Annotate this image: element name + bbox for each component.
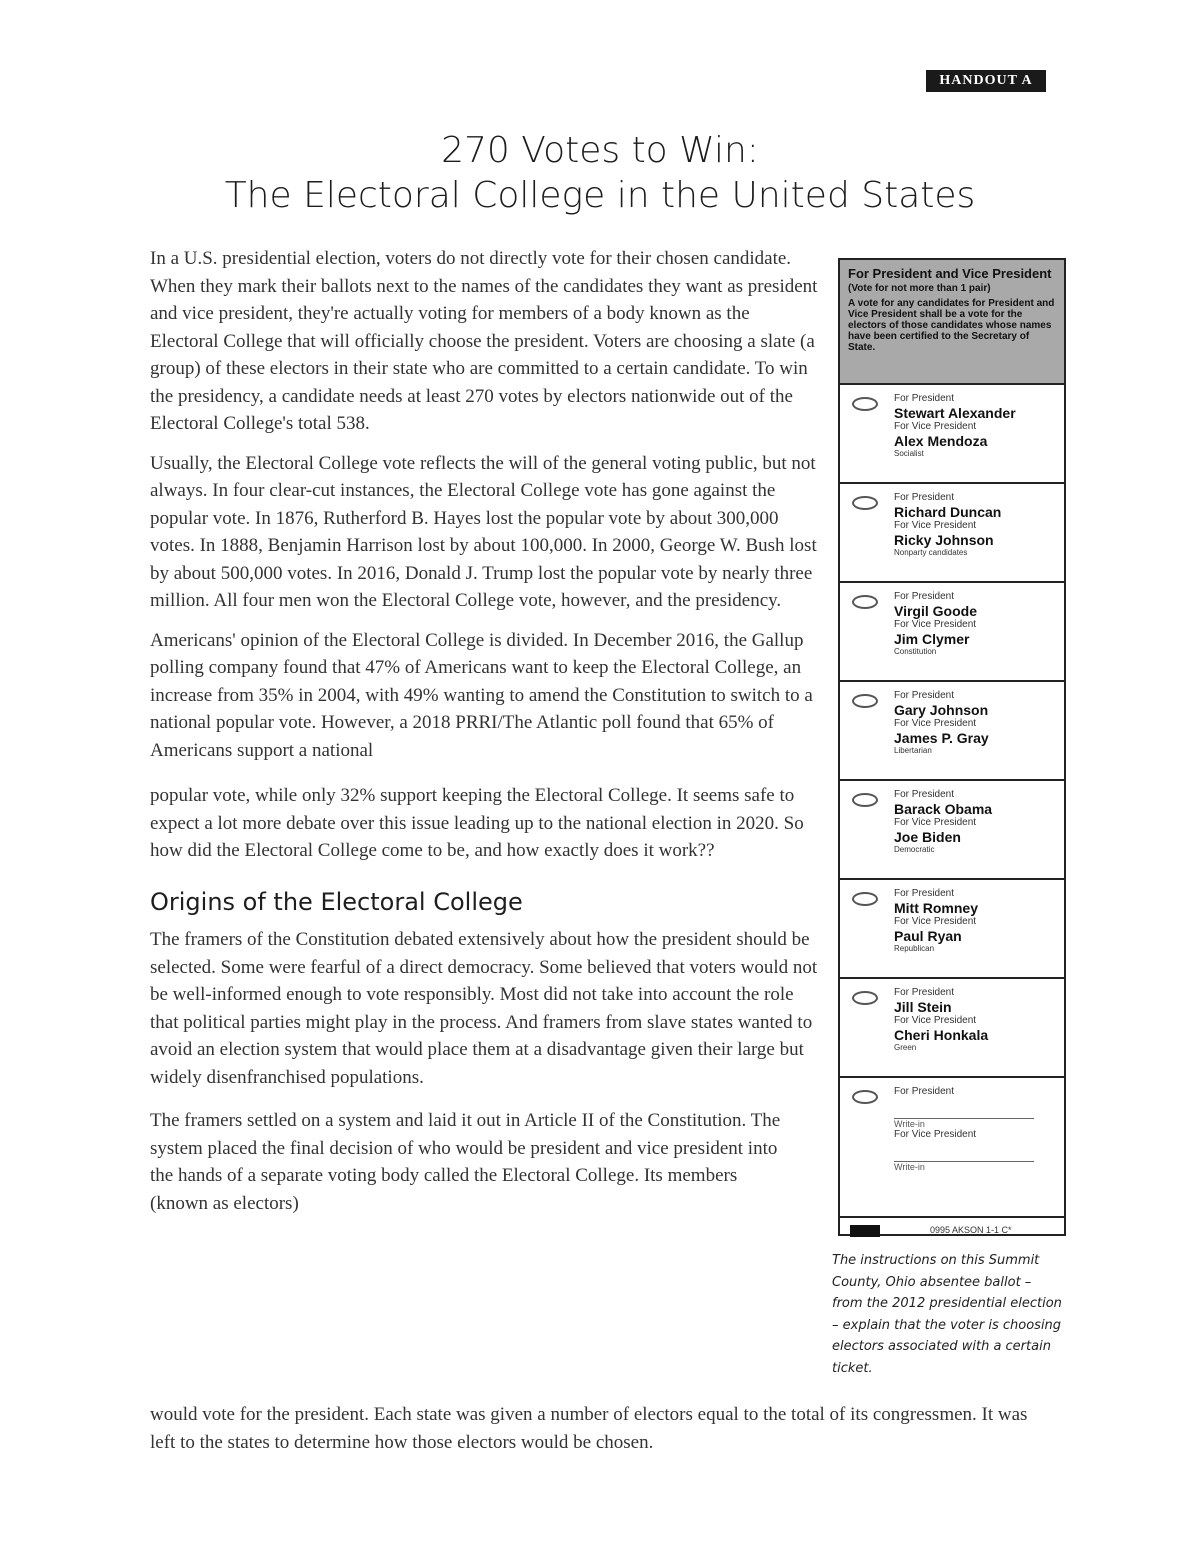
paragraph-1: In a U.S. presidential election, voters do not directly vote for their chosen candidate. When they mark their ballots next to the names of the candidates they want as president and vice president, they're actually voting for members of a body known as the Electoral College that will officially choose the president. Voters are choosing a slate (a group) of these electors in their state who are committed to a certain candidate. To win the presidency, a candidate needs at least 270 votes by electors nationwide out of the Electoral College's total 538. bbox=[150, 248, 818, 434]
origins-paragraph-2: The framers settled on a system and laid it out in Article II of the Constitution. The system placed the final decision of who would be president and vice president into the hands of a separate voting body called the Electoral College. Its members (known as electors) bbox=[150, 1110, 781, 1214]
party-name: Green bbox=[894, 1043, 917, 1052]
main-text bbox=[150, 245, 822, 1229]
write-in-line bbox=[894, 1102, 1034, 1119]
ballot-code: 0995 AKSON 1-1 C* bbox=[930, 1225, 1012, 1235]
president-name: Richard Duncan bbox=[894, 504, 1002, 520]
vice-president-name: Alex Mendoza bbox=[894, 433, 988, 449]
vote-oval bbox=[852, 397, 878, 411]
vice-president-name: Joe Biden bbox=[894, 829, 961, 845]
write-in-president-label: For President bbox=[894, 1086, 955, 1097]
ballot-header-limit: (Vote for not more than 1 pair) bbox=[848, 283, 991, 294]
president-name: Mitt Romney bbox=[894, 900, 978, 916]
candidate-list bbox=[840, 385, 1064, 1078]
vote-oval bbox=[852, 496, 878, 510]
candidate-entry bbox=[840, 583, 1064, 682]
president-label: For President bbox=[894, 492, 955, 503]
candidate-entry bbox=[840, 781, 1064, 880]
vice-president-label: For Vice President bbox=[894, 916, 977, 927]
write-in-label: Write-in bbox=[894, 1162, 925, 1172]
vice-president-name: Paul Ryan bbox=[894, 928, 962, 944]
section-heading: Origins of the Electoral College bbox=[150, 887, 523, 916]
vice-president-name: James P. Gray bbox=[894, 730, 989, 746]
vice-president-label: For Vice President bbox=[894, 718, 977, 729]
candidate-entry bbox=[840, 979, 1064, 1078]
president-name: Virgil Goode bbox=[894, 603, 977, 619]
timing-mark bbox=[850, 1225, 880, 1237]
candidate-entry bbox=[840, 484, 1064, 583]
write-in-line bbox=[894, 1145, 1034, 1162]
origins-paragraph-1: The framers of the Constitution debated extensively about how the president should be selected. Some were fearful of a direct democracy. Some believed that voters would not be well-informed enough to vote responsibly. Most did not take into account the role that political parties might play in the process. And framers from slave states wanted to avoid an election system that would place them at a disadvantage given their large but widely disenfranchised populations. bbox=[150, 929, 818, 1088]
president-label: For President bbox=[894, 393, 955, 404]
president-name: Stewart Alexander bbox=[894, 405, 1016, 421]
handout-badge: HANDOUT A bbox=[926, 70, 1046, 92]
vice-president-label: For Vice President bbox=[894, 817, 977, 828]
vice-president-label: For Vice President bbox=[894, 619, 977, 630]
paragraph-4: popular vote, while only 32% support keeping the Electoral College. It seems safe to expect a lot more debate over this issue leading up to the national election in 2020. So how did the Electoral College come to be, and how exactly does it work?? bbox=[150, 785, 804, 861]
president-name: Barack Obama bbox=[894, 801, 993, 817]
ballot-image bbox=[838, 258, 1066, 1236]
president-label: For President bbox=[894, 591, 955, 602]
party-name: Republican bbox=[894, 944, 935, 953]
vote-oval bbox=[852, 595, 878, 609]
write-in-vice-label: For Vice President bbox=[894, 1129, 977, 1140]
president-label: For President bbox=[894, 789, 955, 800]
candidate-entry bbox=[840, 682, 1064, 781]
vote-oval bbox=[852, 892, 878, 906]
vice-president-name: Ricky Johnson bbox=[894, 532, 994, 548]
vote-oval bbox=[852, 1090, 878, 1104]
vice-president-name: Cheri Honkala bbox=[894, 1027, 989, 1043]
ballot-header bbox=[840, 260, 1064, 385]
president-label: For President bbox=[894, 987, 955, 998]
party-name: Libertarian bbox=[894, 746, 932, 755]
ballot-header-title: For President and Vice President bbox=[848, 266, 1052, 281]
vote-oval bbox=[852, 694, 878, 708]
president-name: Jill Stein bbox=[894, 999, 952, 1015]
party-name: Democratic bbox=[894, 845, 935, 854]
title-line-2: The Electoral College in the United States bbox=[224, 175, 976, 216]
write-in-label: Write-in bbox=[894, 1119, 925, 1129]
ballot-footer bbox=[840, 1218, 1064, 1244]
page-title bbox=[0, 128, 1200, 218]
tail-paragraph: would vote for the president. Each state was given a number of electors equal to the total of its congressmen. It was left to the states to determine how those electors would be chosen. bbox=[150, 1404, 1028, 1453]
party-name: Nonparty candidates bbox=[894, 548, 968, 557]
party-name: Constitution bbox=[894, 647, 937, 656]
ballot-header-note: A vote for any candidates for President and Vice President shall be a vote for the electors of those candidates whose names have been certified to the Secretary of State. bbox=[848, 298, 1055, 353]
president-label: For President bbox=[894, 690, 955, 701]
president-name: Gary Johnson bbox=[894, 702, 989, 718]
paragraph-3: Americans' opinion of the Electoral College is divided. In December 2016, the Gallup polling company found that 47% of Americans want to keep the Electoral College, an increase from 35% in 2004, with 49% wanting to amend the Constitution to switch to a national popular vote. However, a 2018 PRRI/The Atlantic poll found that 65% of Americans support a national bbox=[150, 629, 813, 761]
title-line-1: 270 Votes to Win: bbox=[441, 130, 759, 171]
write-in-section bbox=[840, 1078, 1064, 1218]
vice-president-label: For Vice President bbox=[894, 421, 977, 432]
vote-oval bbox=[852, 991, 878, 1005]
ballot-caption: The instructions on this Summit County, Ohio absentee ballot – from the 2012 presidential election – explain that the voter is choosing electors associated with a certain ticket. bbox=[832, 1253, 1062, 1376]
vice-president-label: For Vice President bbox=[894, 520, 977, 531]
candidate-entry bbox=[840, 385, 1064, 484]
president-label: For President bbox=[894, 888, 955, 899]
candidate-entry bbox=[840, 880, 1064, 979]
party-name: Socialist bbox=[894, 449, 924, 458]
vote-oval bbox=[852, 793, 878, 807]
paragraph-2: Usually, the Electoral College vote reflects the will of the general voting public, but not always. In four clear-cut instances, the Electoral College vote has gone against the popular vote. In 1876, Rutherford B. Hayes lost the popular vote by about 300,000 votes. In 1888, Benjamin Harrison lost by about 100,000. In 2000, George W. Bush lost by about 500,000 votes. In 2016, Donald J. Trump lost the popular vote by nearly three million. All four men won the Electoral College vote, however, and the presidency. bbox=[150, 452, 817, 611]
vice-president-label: For Vice President bbox=[894, 1015, 977, 1026]
vice-president-name: Jim Clymer bbox=[894, 631, 970, 647]
